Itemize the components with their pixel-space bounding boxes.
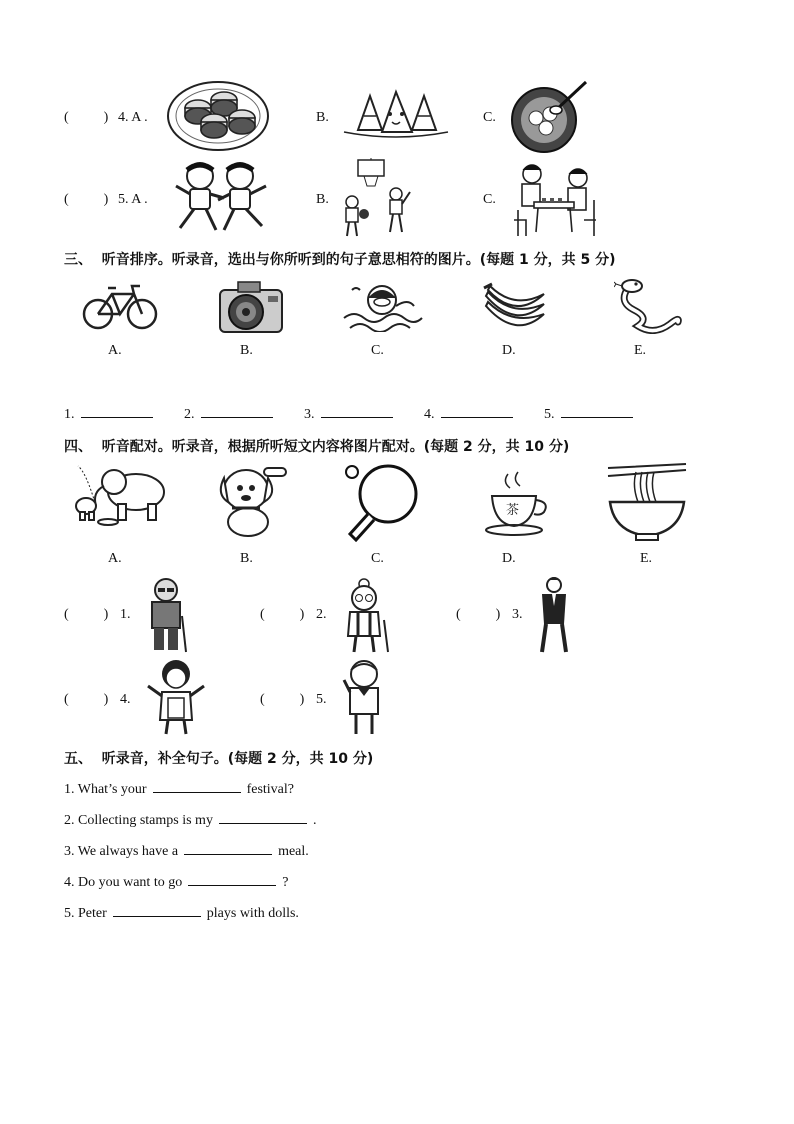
match-number-5: 5. [316, 692, 327, 707]
sentence-2: 2. Collecting stamps is my . [64, 813, 317, 828]
match-number-4: 4. [120, 692, 131, 707]
match-paren-3[interactable]: ( ) [456, 607, 501, 622]
question-number-q5: 5. A . [118, 192, 148, 207]
sentence-1-blank[interactable] [153, 780, 241, 793]
option-label-q5-c: C. [483, 192, 496, 207]
bicycle-picture [82, 280, 158, 332]
section-3-label-a: A. [108, 343, 122, 358]
section-3-label-d: D. [502, 343, 516, 358]
match-paren-4[interactable]: ( ) [64, 692, 109, 707]
section-4-heading: 四、 听音配对。听录音，根据所听短文内容将图片配对。(每题 2 分，共 10 分) [64, 439, 570, 455]
answer-paren-q5[interactable]: ( ) [64, 192, 109, 207]
chess-players-picture [506, 160, 600, 238]
mooncakes-picture [166, 74, 270, 152]
option-label-q4-b: B. [316, 110, 329, 125]
section-5-heading: 五、 听录音，补全句子。(每题 2 分，共 10 分) [64, 751, 374, 767]
sentence-2-blank[interactable] [219, 811, 307, 824]
basketball-picture [340, 158, 416, 238]
sentence-3-blank[interactable] [184, 842, 272, 855]
tea-character: 茶 [506, 503, 520, 518]
section-4-label-d: D. [502, 551, 516, 566]
tangyuan-picture [506, 78, 590, 154]
match-number-1: 1. [120, 607, 131, 622]
match-paren-1[interactable]: ( ) [64, 607, 109, 622]
ping-pong-paddle-picture [342, 462, 426, 542]
option-label-q5-b: B. [316, 192, 329, 207]
sentence-5: 5. Peter plays with dolls. [64, 906, 299, 921]
man-in-suit-picture [536, 576, 572, 654]
section-4-label-c: C. [371, 551, 384, 566]
section-3-label-b: B. [240, 343, 253, 358]
section-3-label-e: E. [634, 343, 647, 358]
boy-picture [340, 658, 386, 736]
sentence-3: 3. We always have a meal. [64, 844, 309, 859]
answer-blank-3[interactable]: 3. [304, 405, 393, 423]
answer-blank-2[interactable]: 2. [184, 405, 273, 423]
answer-blank-4[interactable]: 4. [424, 405, 513, 423]
swimming-picture [342, 282, 424, 332]
snake-picture [614, 278, 682, 334]
match-number-3: 3. [512, 607, 523, 622]
tea-cup-picture [484, 470, 552, 538]
section-3-label-c: C. [371, 343, 384, 358]
noodles-bowl-picture [606, 462, 688, 542]
section-4-label-e: E. [640, 551, 653, 566]
elephants-picture [70, 462, 174, 528]
section-4-label-a: A. [108, 551, 122, 566]
match-number-2: 2. [316, 607, 327, 622]
sentence-5-blank[interactable] [113, 904, 201, 917]
camera-picture [218, 280, 284, 334]
sentence-4: 4. Do you want to go ? [64, 875, 289, 890]
grandpa-picture [144, 576, 192, 654]
question-number-q4: 4. A . [118, 110, 148, 125]
dog-picture [216, 464, 290, 538]
section-4-label-b: B. [240, 551, 253, 566]
grandma-picture [340, 576, 392, 654]
sentence-1: 1. What’s your festival? [64, 782, 294, 797]
answer-blank-5[interactable]: 5. [544, 405, 633, 423]
option-label-q4-c: C. [483, 110, 496, 125]
match-paren-2[interactable]: ( ) [260, 607, 305, 622]
zongzi-picture [340, 84, 452, 140]
sentence-4-blank[interactable] [188, 873, 276, 886]
answer-paren-q4[interactable]: ( ) [64, 110, 109, 125]
match-paren-5[interactable]: ( ) [260, 692, 305, 707]
running-children-picture [168, 158, 272, 236]
bananas-picture [482, 282, 548, 336]
mother-picture [144, 658, 208, 736]
section-3-heading: 三、 听音排序。听录音，选出与你所听到的句子意思相符的图片。(每题 1 分，共 5 分) [64, 252, 616, 268]
answer-blank-1[interactable]: 1. [64, 405, 153, 423]
